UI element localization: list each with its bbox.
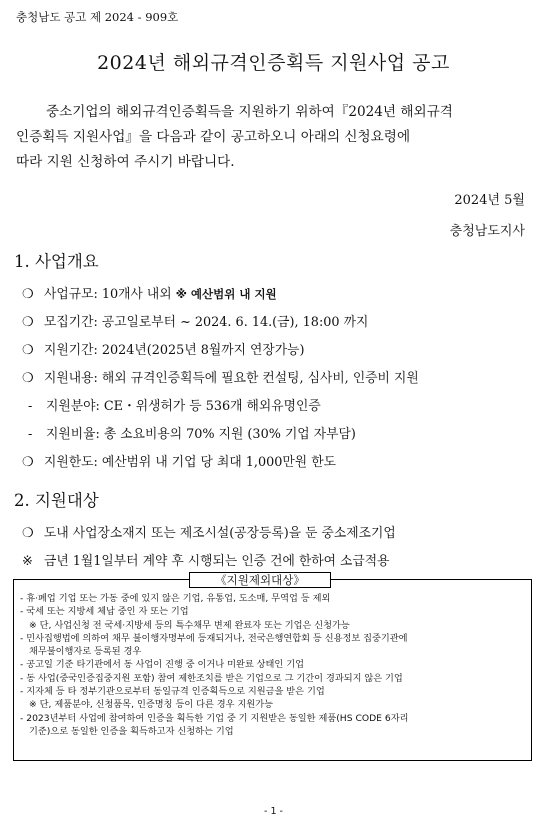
overview-item-content [22,367,419,386]
item-text: 지원한도: 예산범위 내 기업 당 최대 1,000만원 한도 [44,455,336,470]
intro-line-1: 중소기업의 해외규격인증획득을 지원하기 위하여『2024년 해외규격 [46,104,453,120]
circle-bullet-icon: ❍ [22,526,34,541]
target-item-location [22,522,396,541]
exclusion-line: - 국세 또는 지방세 체납 중인 자 또는 기업 [20,606,189,618]
section-1-heading: 1. 사업개요 [14,252,99,271]
intro-paragraph [16,100,532,175]
item-text: 사업규모: 10개사 내외 [44,287,176,302]
exclusion-line: 기준)으로 동일한 인증을 획득하고자 신청하는 기업 [29,725,234,737]
item-text: 도내 사업장소재지 또는 제조시설(공장등록)을 둔 중소제조기업 [44,526,396,541]
overview-item-scale [22,283,277,302]
target-item-retroactive [22,550,390,569]
budget-note: ※ 예산범위 내 지원 [175,287,277,301]
overview-item-limit [22,451,336,470]
section-2-heading: 2. 지원대상 [14,491,99,510]
exclusion-line: - 2023년부터 사업에 참여하여 인증을 획득한 기업 중 기 지원받은 동일한 제품(HS CODE 6자리 [20,712,409,724]
doc-number: 충청남도 공고 제 2024 - 909호 [16,10,179,24]
note-mark-icon: ※ [22,554,33,569]
page-number: - 1 - [264,806,283,817]
exclusion-line: 채무불이행자로 등록된 경우 [29,646,142,658]
exclusion-line: - 동 사업(중국인증집중지원 포함) 참여 제한조치를 받은 기업으로 그 기간이 경과되지 않은 기업 [20,672,403,684]
intro-line-3: 따라 지원 신청하여 주시기 바랍니다. [16,154,235,170]
exclusion-line: - 공고일 기준 타기관에서 동 사업이 진행 중 이거나 미완료 상태인 기업 [20,659,304,671]
item-text: 지원기간: 2024년(2025년 8월까지 연장가능) [44,343,305,358]
notice-date: 2024년 5월 [454,193,525,208]
dash-bullet: - [28,399,33,414]
issuer-name: 충청남도지사 [449,224,525,239]
exclusion-list [20,592,528,738]
dash-bullet: - [28,427,33,442]
overview-item-period [22,311,368,330]
circle-bullet-icon: ❍ [22,287,34,302]
circle-bullet-icon: ❍ [22,343,34,358]
item-text: 금년 1월1일부터 계약 후 시행되는 인증 건에 한하여 소급적용 [44,554,390,569]
exclusion-box-title: 《지원제외대상》 [189,572,331,588]
item-text: 지원비율: 총 소요비용의 70% 지원 (30% 기업 자부담) [46,427,356,442]
exclusion-line: - 휴·폐업 기업 또는 가동 중에 있지 않은 기업, 유통업, 도소매, 무역업 등 제외 [20,593,331,604]
intro-line-2: 인증획득 지원사업』을 다음과 같이 공고하오니 아래의 신청요령에 [16,129,411,145]
circle-bullet-icon: ❍ [22,455,34,470]
exclusion-line: ※ 단, 제품분야, 신청품목, 인증명칭 등이 다른 경우 지원가능 [29,699,273,711]
item-text: 지원내용: 해외 규격인증획득에 필요한 컨설팅, 심사비, 인증비 지원 [44,371,419,386]
item-text: 지원분야: CE・위생허가 등 536개 해외유명인증 [46,399,321,414]
exclusion-line: ※ 단, 사업신청 전 국세·지방세 등의 특수채무 변제 완료자 또는 기업은 신청가능 [29,619,350,631]
overview-item-field [28,395,321,414]
exclusion-line: - 지자체 등 타 정부기관으로부터 동일규격 인증획득으로 지원금을 받은 기업 [20,686,325,698]
exclusion-line: - 민사집행법에 의하여 채무 불이행자명부에 등재되거나, 전국은행연합회 등 신용정보 집중기관에 [20,632,408,644]
overview-item-ratio [28,423,356,442]
page-title: 2024년 해외규격인증획득 지원사업 공고 [97,52,450,74]
item-text: 모집기간: 공고일로부터 ~ 2024. 6. 14.(금), 18:00 까지 [44,315,369,330]
circle-bullet-icon: ❍ [22,371,34,386]
circle-bullet-icon: ❍ [22,315,34,330]
overview-item-support-period [22,339,304,358]
